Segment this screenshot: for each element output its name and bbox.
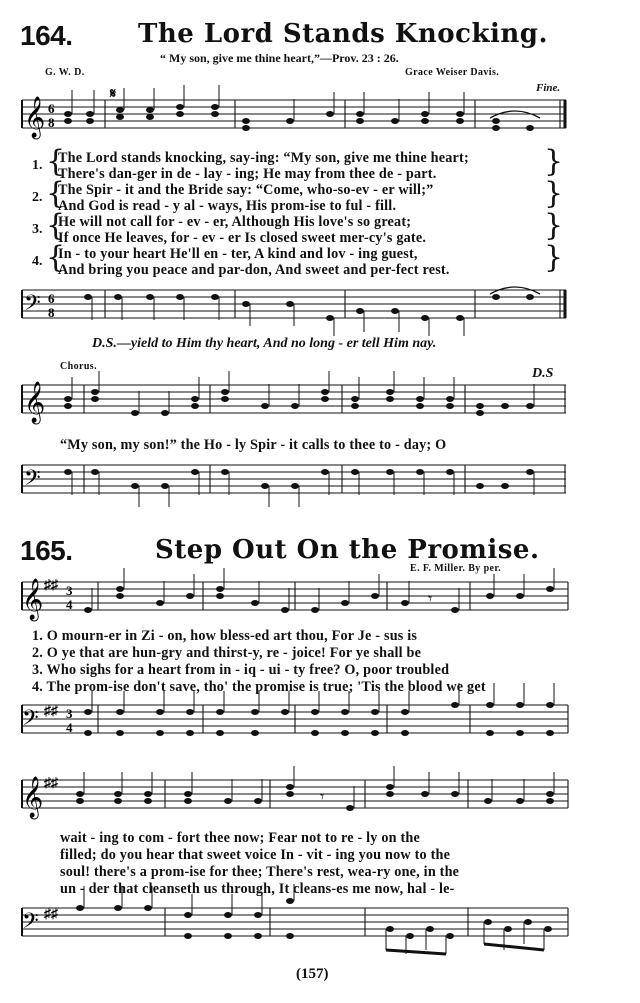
brace: { — [46, 208, 66, 243]
treble-clef-icon: 𝄞 — [22, 579, 44, 620]
fine-mark: Fine. — [536, 82, 561, 94]
verse-number: 2. — [32, 190, 43, 205]
bass-staff-164 — [0, 280, 640, 340]
bass-clef-icon: 𝄢 — [22, 706, 39, 736]
verse-number: 1. — [32, 158, 43, 173]
brace: { — [46, 176, 66, 211]
hymn-165-title: Step Out On the Promise. — [155, 535, 540, 565]
verse-line: un - der that cleanseth us through, It cleans-es me now, hal - le- — [60, 881, 455, 897]
ds-mark: D.S — [532, 366, 554, 381]
verse-number: 3. — [32, 222, 43, 237]
brace: } — [544, 208, 564, 243]
verse-line: He will not call for - ev - er, Although His love's so great; — [58, 214, 412, 230]
verse-line: wait - ing to com - fort thee now; Fear not to re - ly on the — [60, 830, 420, 846]
svg-text:6: 6 — [48, 101, 55, 116]
verse-line: And God is read - y al - ways, His prom-ise to ful - fill. — [58, 198, 397, 214]
svg-text:6: 6 — [48, 291, 55, 306]
brace: { — [46, 240, 66, 275]
verse-line: The Lord stands knocking, say-ing: “My son, give me thine heart; — [58, 150, 469, 166]
hymn-165-credit: E. F. Miller. By per. — [410, 563, 502, 574]
treble-staff-165-b — [0, 770, 640, 830]
verse-line: 2. O ye that are hun-gry and thirst-y, re - joice! For ye shall be — [32, 645, 422, 661]
svg-text:♯♯: ♯♯ — [44, 907, 58, 922]
svg-text:8: 8 — [48, 305, 55, 320]
brace: } — [544, 176, 564, 211]
treble-clef-icon: 𝄞 — [24, 382, 46, 423]
verse-line: The Spir - it and the Bride say: “Come, who-so-ev - er will;” — [58, 182, 434, 198]
bass-clef-icon: 𝄢 — [22, 909, 39, 939]
bass-staff-165-b — [0, 898, 640, 958]
verse-line: If once He leaves, for - ev - er Is closed sweet mer-cy's gate. — [58, 230, 427, 246]
hymn-165-number: 165. — [20, 535, 73, 566]
brace: } — [544, 240, 564, 275]
brace: } — [544, 144, 564, 179]
page-number: (157) — [296, 966, 329, 982]
hymn-164-number: 164. — [20, 20, 73, 51]
treble-clef-icon: 𝄞 — [22, 777, 44, 818]
verse-line: And bring you peace and par-don, And sweet and per-fect rest. — [58, 262, 450, 278]
hymn-164-composer: Grace Weiser Davis. — [405, 67, 500, 78]
chorus-label: Chorus. — [60, 361, 97, 372]
svg-text:♯♯: ♯♯ — [44, 704, 58, 719]
chorus-lyric: “My son, my son!” the Ho - ly Spir - it calls to thee to - day; O — [60, 437, 447, 453]
chorus-treble-staff — [0, 375, 640, 435]
hymn-164-lyricist: G. W. D. — [45, 67, 85, 78]
ds-line: D.S.—yield to Him thy heart, And no long - er tell Him nay. — [92, 336, 437, 351]
svg-text:𝄾: 𝄾 — [320, 789, 325, 806]
svg-text:♯♯: ♯♯ — [44, 776, 58, 791]
svg-text:4: 4 — [66, 597, 73, 612]
verse-line: 4. The prom-ise don't save, tho' the promise is true; 'Tis the blood we get — [32, 679, 486, 695]
verse-number: 4. — [32, 254, 43, 269]
svg-text:8: 8 — [48, 115, 55, 130]
bass-staff-165-a — [0, 695, 640, 755]
hymn-164-title: The Lord Stands Knocking. — [138, 19, 549, 49]
verse-line: 1. O mourn-er in Zi - on, how bless-ed art thou, For Je - sus is — [32, 628, 418, 644]
svg-text:♯♯: ♯♯ — [44, 578, 58, 593]
bass-clef-icon: 𝄢 — [24, 291, 41, 321]
svg-text:𝄋: 𝄋 — [110, 87, 117, 102]
svg-text:𝄾: 𝄾 — [428, 591, 433, 608]
chorus-bass-staff — [0, 455, 640, 515]
verse-line: In - to your heart He'll en - ter, A kind and lov - ing guest, — [58, 246, 418, 262]
verse-line: There's dan-ger in de - lay - ing; He may from thee de - part. — [58, 166, 437, 182]
bass-clef-icon: 𝄢 — [24, 466, 41, 496]
brace: { — [46, 144, 66, 179]
svg-text:4: 4 — [66, 720, 73, 735]
svg-text:3: 3 — [66, 706, 73, 721]
hymn-164-scripture: “ My son, give me thine heart,”—Prov. 23 : 26. — [160, 51, 399, 65]
verse-line: soul! there's a prom-ise for thee; There's rest, wea-ry one, in the — [60, 864, 460, 880]
treble-staff-165-a — [0, 572, 640, 632]
treble-clef-icon: 𝄞 — [24, 97, 46, 138]
verse-line: filled; do you hear that sweet voice In - vit - ing you now to the — [60, 847, 451, 863]
svg-text:3: 3 — [66, 583, 73, 598]
verse-line: 3. Who sighs for a heart from in - iq - ui - ty free? O, poor troubled — [32, 662, 450, 678]
